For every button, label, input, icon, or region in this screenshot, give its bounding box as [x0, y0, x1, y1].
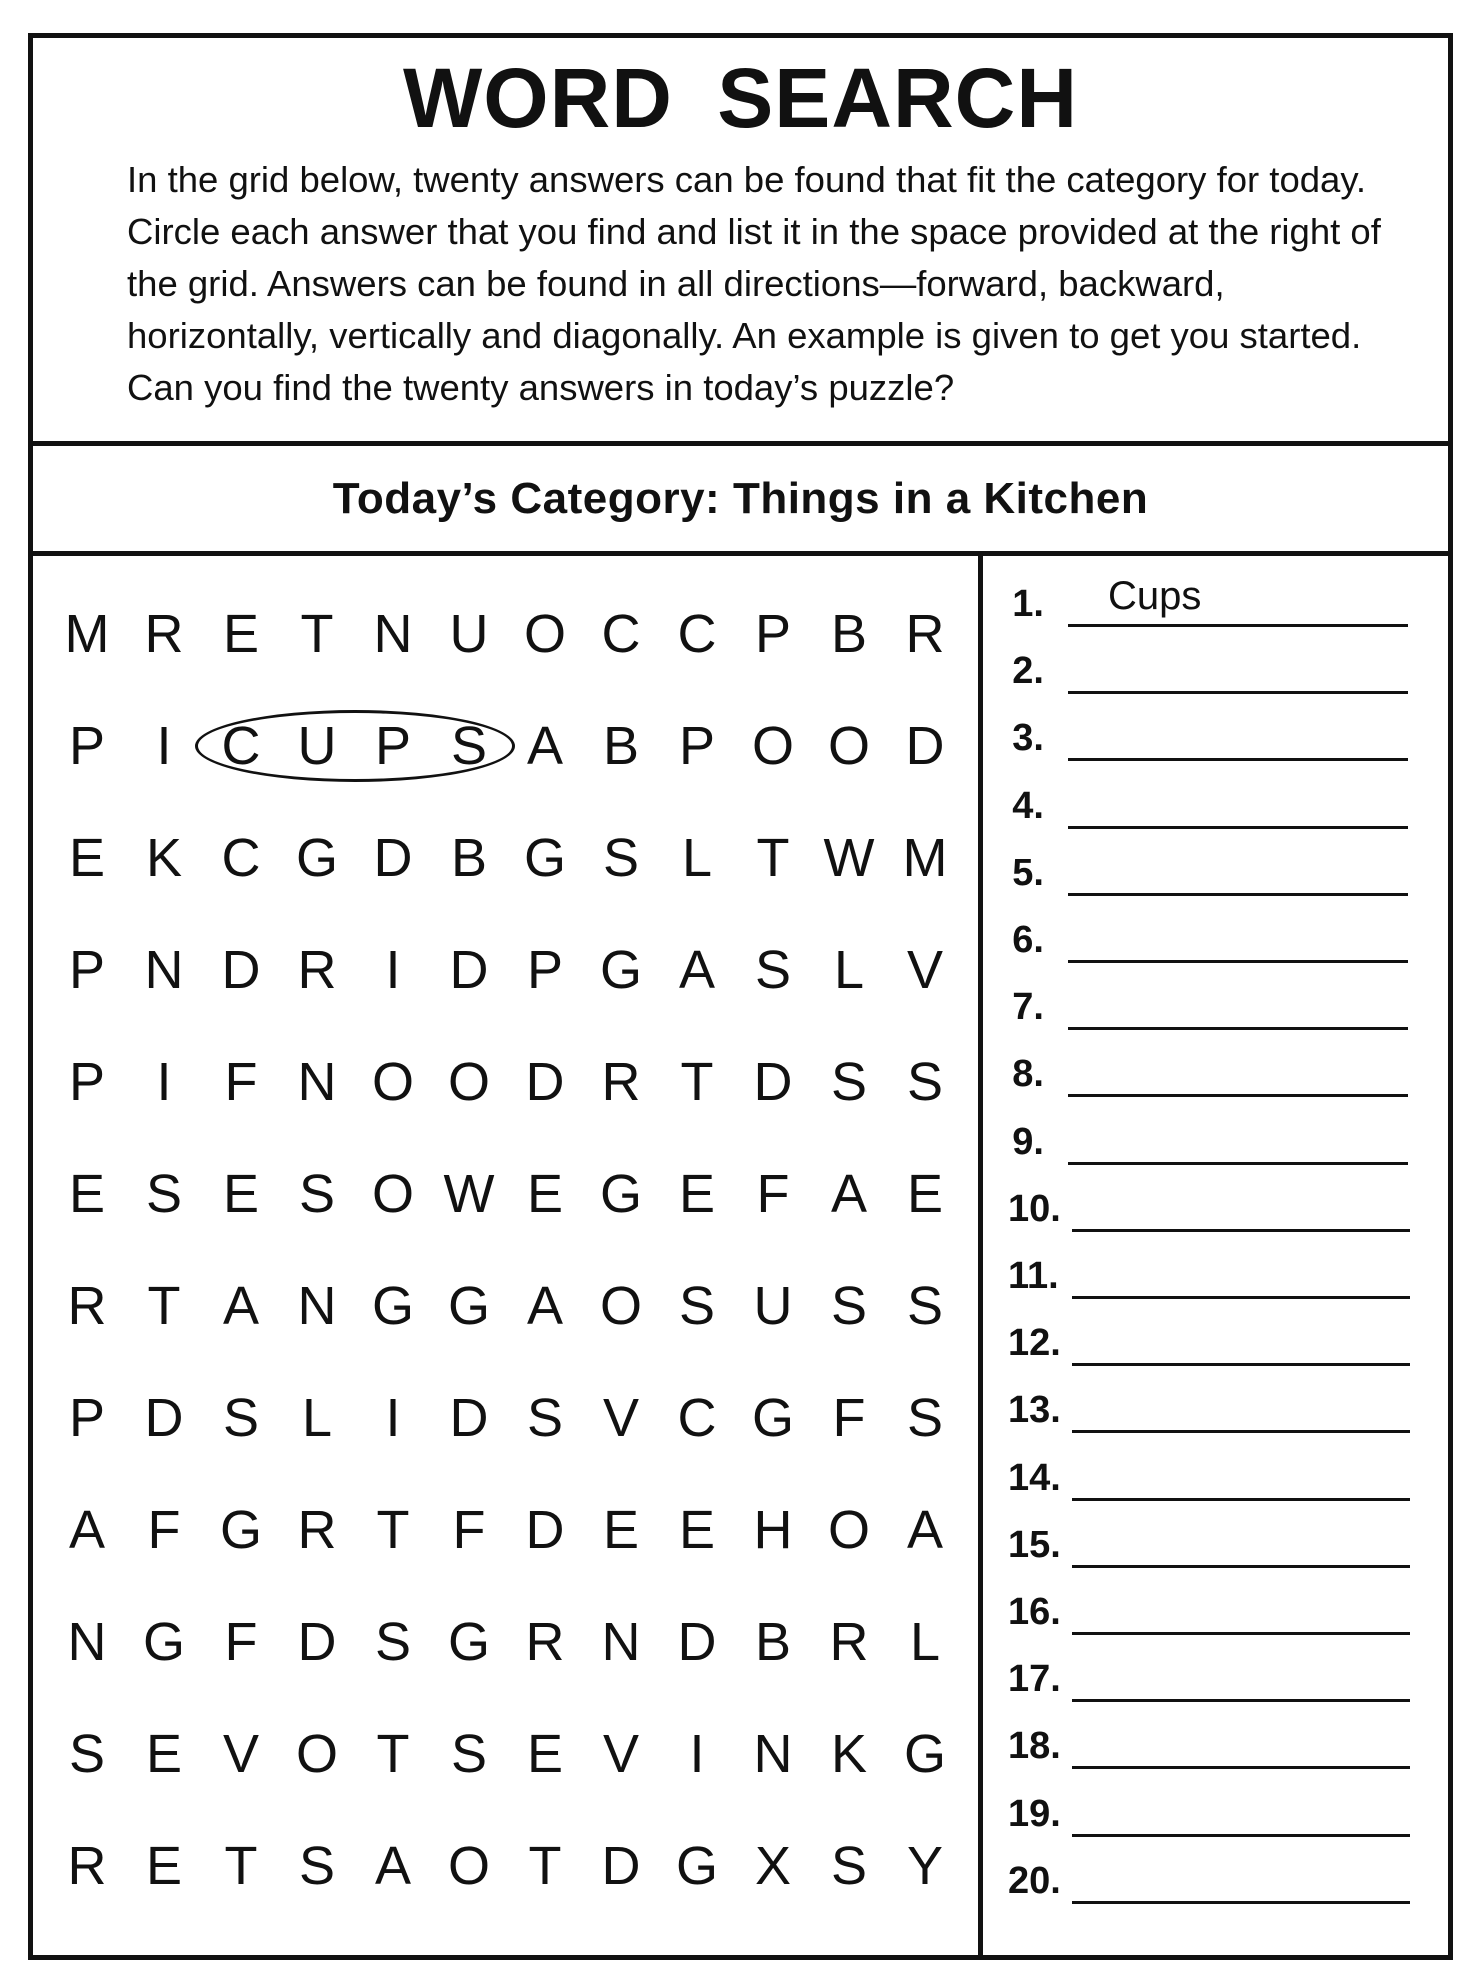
header-section	[33, 38, 1448, 446]
grid-letter[interactable]: L	[909, 1612, 941, 1672]
grid-letter[interactable]: U	[449, 604, 489, 664]
grid-letter[interactable]: R	[601, 1052, 641, 1112]
grid-letter[interactable]: C	[677, 1388, 717, 1448]
grid-letter[interactable]: F	[224, 1052, 258, 1112]
grid-letter[interactable]: R	[905, 604, 945, 664]
grid-letter[interactable]: D	[601, 1836, 641, 1896]
grid-letter[interactable]: A	[526, 1276, 564, 1336]
grid-letter[interactable]: P	[68, 940, 106, 1000]
grid-letter[interactable]: S	[68, 1724, 106, 1784]
grid-row	[47, 1026, 967, 1138]
grid-letter[interactable]: D	[905, 716, 945, 776]
grid-letter[interactable]: V	[602, 1388, 640, 1448]
grid-letter[interactable]: I	[689, 1724, 705, 1784]
grid-row	[47, 1138, 967, 1250]
grid-letter[interactable]: O	[371, 1164, 414, 1224]
grid-letter[interactable]: W	[823, 828, 875, 888]
answer-number: 7.	[1012, 986, 1044, 1029]
letter-grid-area	[33, 556, 983, 1955]
answer-blank-line[interactable]	[1068, 1162, 1408, 1165]
answer-item	[988, 1112, 1453, 1179]
grid-letter[interactable]: S	[145, 1164, 183, 1224]
grid-letter[interactable]: E	[145, 1724, 183, 1784]
grid-letter[interactable]: U	[753, 1276, 793, 1336]
answer-number: 19.	[1008, 1792, 1061, 1835]
grid-letter[interactable]: B	[830, 604, 868, 664]
grid-row	[47, 802, 967, 914]
grid-letter[interactable]: E	[602, 1500, 640, 1560]
answer-item	[988, 574, 1453, 641]
grid-letter[interactable]: A	[222, 1276, 260, 1336]
answer-item	[988, 1448, 1453, 1515]
grid-letter[interactable]: B	[450, 828, 488, 888]
answer-item	[988, 1179, 1453, 1246]
answer-blank-line[interactable]	[1072, 1430, 1410, 1433]
grid-letter[interactable]: V	[222, 1724, 260, 1784]
grid-letter[interactable]: T	[528, 1836, 562, 1896]
grid-letter[interactable]: D	[144, 1388, 184, 1448]
answer-blank-line[interactable]	[1072, 1498, 1410, 1501]
grid-letter[interactable]: G	[295, 828, 338, 888]
letter-grid	[47, 578, 967, 1922]
grid-letter[interactable]: I	[385, 1388, 401, 1448]
grid-letter[interactable]: D	[449, 1388, 489, 1448]
grid-letter[interactable]: D	[525, 1052, 565, 1112]
grid-letter[interactable]: W	[443, 1164, 495, 1224]
answer-blank-line[interactable]	[1068, 758, 1408, 761]
grid-letter[interactable]: B	[602, 716, 640, 776]
grid-letter[interactable]: A	[830, 1164, 868, 1224]
answer-number: 8.	[1012, 1053, 1044, 1096]
answer-number: 20.	[1008, 1859, 1061, 1902]
grid-letter[interactable]: C	[221, 716, 261, 776]
grid-letter[interactable]: S	[298, 1836, 336, 1896]
grid-row	[47, 1362, 967, 1474]
grid-letter[interactable]: D	[753, 1052, 793, 1112]
grid-letter[interactable]: T	[300, 604, 334, 664]
grid-letter[interactable]: I	[385, 940, 401, 1000]
answer-blank-line[interactable]	[1072, 1834, 1410, 1837]
grid-letter[interactable]: G	[599, 1164, 642, 1224]
grid-letter[interactable]: L	[833, 940, 865, 1000]
grid-letter[interactable]: G	[142, 1612, 185, 1672]
answer-number: 3.	[1012, 717, 1044, 760]
grid-row	[47, 1250, 967, 1362]
grid-letter[interactable]: N	[601, 1612, 641, 1672]
grid-letter[interactable]: S	[906, 1052, 944, 1112]
grid-letter[interactable]: C	[221, 828, 261, 888]
answer-item	[988, 708, 1453, 775]
answer-blank-line[interactable]	[1072, 1632, 1410, 1635]
answer-blank-line[interactable]	[1068, 960, 1408, 963]
answer-item	[988, 776, 1453, 843]
grid-letter[interactable]: S	[830, 1276, 868, 1336]
page-title: WORD SEARCH	[403, 51, 1078, 145]
worksheet-frame	[28, 33, 1453, 1960]
grid-letter[interactable]: S	[830, 1836, 868, 1896]
grid-letter[interactable]: F	[756, 1164, 790, 1224]
grid-letter[interactable]: S	[830, 1052, 868, 1112]
answer-item	[988, 977, 1453, 1044]
grid-letter[interactable]: H	[753, 1500, 793, 1560]
grid-letter[interactable]: E	[678, 1500, 716, 1560]
grid-letter[interactable]: E	[526, 1164, 564, 1224]
grid-letter[interactable]: T	[376, 1724, 410, 1784]
grid-letter[interactable]: A	[68, 1500, 106, 1560]
grid-letter[interactable]: R	[297, 940, 337, 1000]
grid-row	[47, 1810, 967, 1922]
grid-letter[interactable]: O	[447, 1052, 490, 1112]
answer-blank-line[interactable]	[1068, 1094, 1408, 1097]
grid-letter[interactable]: N	[144, 940, 184, 1000]
grid-letter[interactable]: O	[827, 716, 870, 776]
grid-letter[interactable]: E	[222, 1164, 260, 1224]
grid-letter[interactable]: D	[221, 940, 261, 1000]
grid-letter[interactable]: S	[754, 940, 792, 1000]
grid-letter[interactable]: O	[827, 1500, 870, 1560]
example-answer-circle	[195, 710, 515, 782]
grid-letter[interactable]: T	[376, 1500, 410, 1560]
answer-number: 10.	[1008, 1187, 1061, 1230]
grid-letter[interactable]: C	[601, 604, 641, 664]
answer-blank-line[interactable]	[1068, 826, 1408, 829]
grid-letter[interactable]: V	[906, 940, 944, 1000]
grid-letter[interactable]: M	[902, 828, 948, 888]
grid-row	[47, 1474, 967, 1586]
grid-letter[interactable]: S	[222, 1388, 260, 1448]
answer-blank-line[interactable]	[1072, 1699, 1410, 1702]
answer-blank-line[interactable]	[1068, 893, 1408, 896]
answer-filled-value: Cups	[1108, 574, 1202, 618]
grid-letter[interactable]: K	[145, 828, 183, 888]
grid-letter[interactable]: F	[224, 1612, 258, 1672]
answer-item	[988, 641, 1453, 708]
answer-number: 13.	[1008, 1389, 1061, 1432]
grid-letter[interactable]: B	[754, 1612, 792, 1672]
grid-letter[interactable]: V	[602, 1724, 640, 1784]
grid-letter[interactable]: O	[523, 604, 566, 664]
grid-letter[interactable]: R	[297, 1500, 337, 1560]
grid-letter[interactable]: S	[906, 1388, 944, 1448]
grid-letter[interactable]: A	[526, 716, 564, 776]
grid-letter[interactable]: I	[156, 716, 172, 776]
grid-row	[47, 1698, 967, 1810]
grid-letter[interactable]: G	[675, 1836, 718, 1896]
grid-letter[interactable]: D	[525, 1500, 565, 1560]
grid-letter[interactable]: S	[602, 828, 640, 888]
grid-letter[interactable]: P	[678, 716, 716, 776]
grid-letter[interactable]: T	[680, 1052, 714, 1112]
answer-number: 11.	[1008, 1255, 1059, 1297]
answer-number: 9.	[1012, 1120, 1044, 1163]
answer-number: 5.	[1012, 851, 1044, 894]
answer-blank-line[interactable]	[1068, 1027, 1408, 1030]
answer-blank-line[interactable]	[1072, 1229, 1410, 1232]
instructions-text: In the grid below, twenty answers can be found that fit the category for today. Circle each answer that you find and list it in the space provided at the right of the grid. Answers can be found in all directions—forward, backward, horizontally, vertically and diagonally. An example is given to get you started. Can you find the twenty answers in today’s puzzle?	[127, 159, 1381, 408]
answer-number: 18.	[1008, 1725, 1061, 1768]
answer-item	[988, 1246, 1453, 1313]
grid-letter[interactable]: C	[677, 604, 717, 664]
answer-item	[988, 1716, 1453, 1783]
grid-letter[interactable]: A	[678, 940, 716, 1000]
answer-number: 14.	[1008, 1456, 1061, 1499]
grid-letter[interactable]: F	[832, 1388, 866, 1448]
grid-letter[interactable]: R	[525, 1612, 565, 1672]
grid-letter[interactable]: R	[67, 1276, 107, 1336]
grid-letter[interactable]: T	[147, 1276, 181, 1336]
grid-letter[interactable]: G	[599, 940, 642, 1000]
grid-letter[interactable]: P	[68, 716, 106, 776]
grid-letter[interactable]: S	[298, 1164, 336, 1224]
answer-item	[988, 1313, 1453, 1380]
grid-letter[interactable]: E	[68, 828, 106, 888]
grid-letter[interactable]: N	[297, 1052, 337, 1112]
grid-letter[interactable]: F	[452, 1500, 486, 1560]
grid-letter[interactable]: E	[222, 604, 260, 664]
grid-letter[interactable]: G	[523, 828, 566, 888]
grid-letter[interactable]: O	[371, 1052, 414, 1112]
answer-blank-line[interactable]	[1072, 1901, 1410, 1904]
grid-letter[interactable]: E	[68, 1164, 106, 1224]
grid-row	[47, 578, 967, 690]
answer-blank-line[interactable]	[1068, 691, 1408, 694]
grid-letter[interactable]: D	[449, 940, 489, 1000]
answer-item	[988, 1582, 1453, 1649]
grid-letter[interactable]: G	[903, 1724, 946, 1784]
grid-letter[interactable]: I	[156, 1052, 172, 1112]
answer-list	[988, 556, 1453, 1955]
answer-number: 2.	[1012, 650, 1044, 693]
grid-letter[interactable]: K	[830, 1724, 868, 1784]
grid-letter[interactable]: E	[906, 1164, 944, 1224]
grid-letter[interactable]: U	[297, 716, 337, 776]
grid-letter[interactable]: S	[906, 1276, 944, 1336]
grid-letter[interactable]: R	[829, 1612, 869, 1672]
grid-letter[interactable]: N	[753, 1724, 793, 1784]
grid-row	[47, 914, 967, 1026]
grid-letter[interactable]: S	[450, 1724, 488, 1784]
answer-item	[988, 1044, 1453, 1111]
answer-number: 17.	[1008, 1658, 1061, 1701]
grid-letter[interactable]: S	[678, 1276, 716, 1336]
answer-item	[988, 910, 1453, 977]
grid-letter[interactable]: T	[756, 828, 790, 888]
answer-number: 15.	[1008, 1523, 1061, 1566]
answer-number: 4.	[1012, 784, 1044, 827]
grid-letter[interactable]: L	[681, 828, 713, 888]
answer-number: 16.	[1008, 1591, 1061, 1633]
grid-letter[interactable]: P	[754, 604, 792, 664]
grid-letter[interactable]: A	[906, 1500, 944, 1560]
grid-letter[interactable]: E	[678, 1164, 716, 1224]
grid-letter[interactable]: Y	[906, 1836, 944, 1896]
grid-row	[47, 1586, 967, 1698]
grid-letter[interactable]: G	[447, 1276, 490, 1336]
grid-letter[interactable]: G	[447, 1612, 490, 1672]
answer-blank-line[interactable]	[1072, 1363, 1410, 1366]
grid-letter[interactable]: N	[297, 1276, 337, 1336]
grid-letter[interactable]: O	[599, 1276, 642, 1336]
grid-letter[interactable]: R	[144, 604, 184, 664]
answer-blank-line[interactable]	[1068, 624, 1408, 627]
grid-letter[interactable]: P	[374, 716, 412, 776]
grid-letter[interactable]: D	[297, 1612, 337, 1672]
grid-letter[interactable]: G	[219, 1500, 262, 1560]
grid-letter[interactable]: D	[373, 828, 413, 888]
grid-letter[interactable]: E	[526, 1724, 564, 1784]
answer-item	[988, 843, 1453, 910]
grid-letter[interactable]: F	[147, 1500, 181, 1560]
answer-item	[988, 1649, 1453, 1716]
grid-letter[interactable]: S	[450, 716, 488, 776]
answer-number: 6.	[1012, 919, 1044, 961]
grid-letter[interactable]: A	[374, 1836, 412, 1896]
answer-number: 1.	[1012, 583, 1044, 625]
grid-letter[interactable]: N	[373, 604, 413, 664]
grid-letter[interactable]: G	[371, 1276, 414, 1336]
grid-letter[interactable]: N	[67, 1612, 107, 1672]
grid-letter[interactable]: P	[68, 1052, 106, 1112]
grid-letter[interactable]: T	[224, 1836, 258, 1896]
answer-item	[988, 1515, 1453, 1582]
grid-letter[interactable]: D	[677, 1612, 717, 1672]
answer-item	[988, 1851, 1453, 1918]
grid-letter[interactable]: R	[67, 1836, 107, 1896]
category-heading: Today’s Category: Things in a Kitchen	[332, 473, 1149, 523]
answer-item	[988, 1784, 1453, 1851]
answer-number: 12.	[1008, 1322, 1061, 1365]
category-bar	[33, 446, 1448, 556]
grid-letter[interactable]: O	[295, 1724, 338, 1784]
grid-letter[interactable]: P	[68, 1388, 106, 1448]
answer-blank-line[interactable]	[1072, 1565, 1410, 1568]
grid-letter[interactable]: X	[754, 1836, 792, 1896]
grid-letter[interactable]: O	[751, 716, 794, 776]
answer-item	[988, 1380, 1453, 1447]
grid-letter[interactable]: P	[526, 940, 564, 1000]
answer-blank-line[interactable]	[1072, 1296, 1410, 1299]
grid-letter[interactable]: G	[751, 1388, 794, 1448]
grid-letter[interactable]: E	[145, 1836, 183, 1896]
grid-letter[interactable]: O	[447, 1836, 490, 1896]
grid-letter[interactable]: S	[374, 1612, 412, 1672]
grid-letter[interactable]: L	[301, 1388, 333, 1448]
grid-letter[interactable]: S	[526, 1388, 564, 1448]
answer-blank-line[interactable]	[1072, 1766, 1410, 1769]
grid-letter[interactable]: M	[64, 604, 110, 664]
